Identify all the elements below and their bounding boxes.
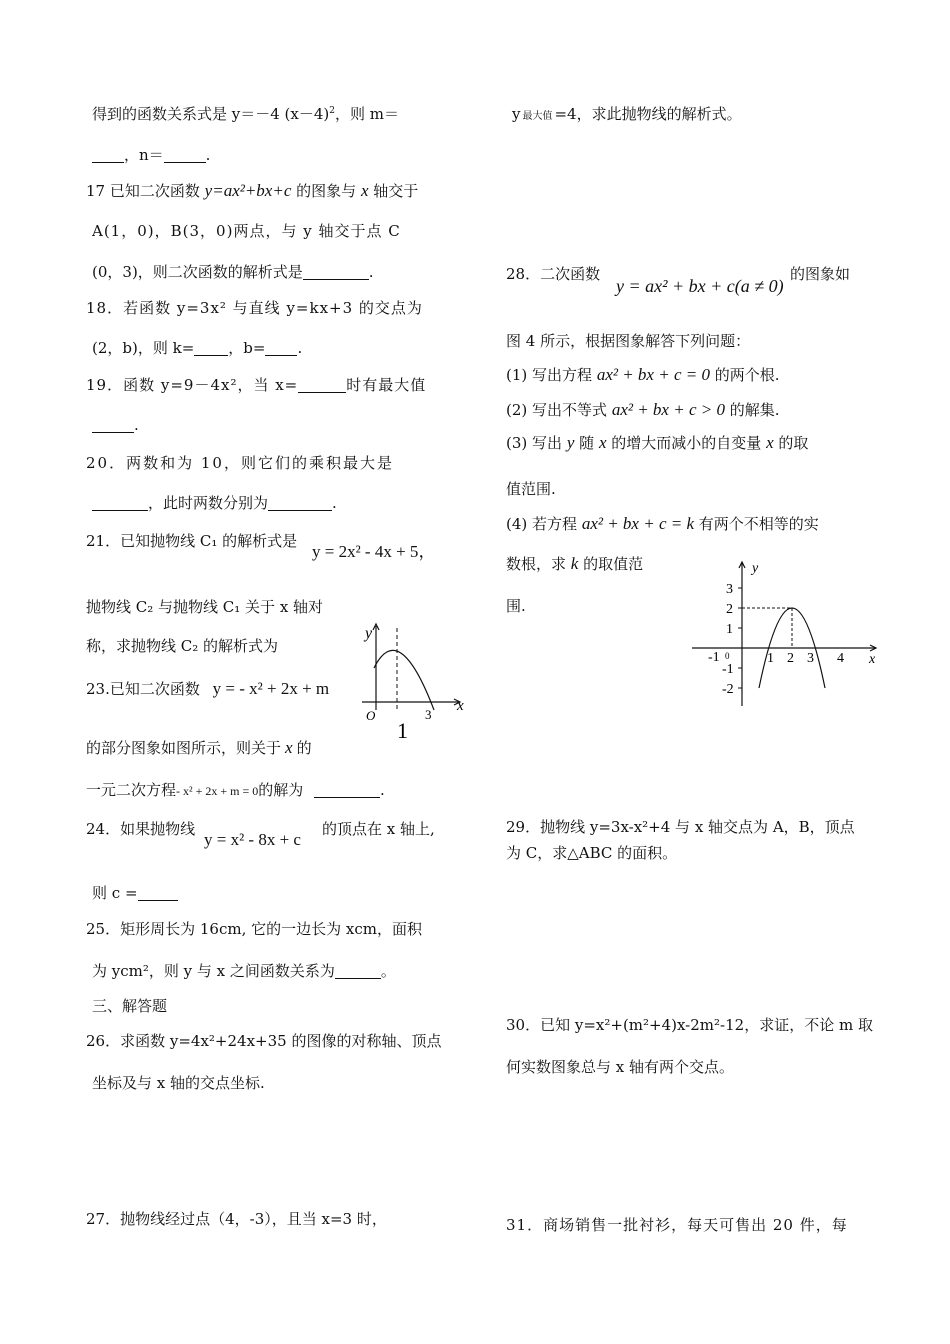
q21-formula: y = 2x² - 4x + 5， <box>312 542 436 561</box>
tick-label: 3 <box>425 707 432 722</box>
q27-line1: 27．抛物线经过点（4，-3），且当 x=3 时， <box>86 1210 387 1228</box>
section-heading: 三、解答题 <box>92 997 168 1015</box>
q26-line2: 坐标及与 x 轴的交点坐标. <box>92 1074 265 1092</box>
tick-label: 3 <box>807 651 814 666</box>
q26-line1: 26．求函数 y=4x²+24x+35 的图像的对称轴、顶点 <box>86 1032 442 1050</box>
answer-blank[interactable] <box>164 146 206 163</box>
q25-line2: 为 ycm²，则 y 与 x 之间函数关系为 。 <box>92 962 396 980</box>
q28-part4-cont: 数根，求 k 的取值范 <box>506 554 644 573</box>
answer-blank[interactable] <box>194 339 228 356</box>
q18-line1: 18．若函数 y=3x² 与直线 y=kx+3 的交点为 <box>86 299 423 317</box>
q16-line2: ，n＝ . <box>92 144 210 166</box>
y-axis-label: y <box>752 561 759 576</box>
answer-blank[interactable] <box>265 339 297 356</box>
q28-formula: y = ax² + bx + c(a ≠ 0) <box>616 276 784 296</box>
tick-label: -2 <box>722 682 734 697</box>
q28-graph <box>686 556 886 708</box>
q23-line1: 23.已知二次函数 y = - x² + 2x + m <box>86 679 330 698</box>
tick-label: -1 <box>708 650 720 665</box>
q30-line1: 30．已知 y=x²+(m²+4)x-2m²-12，求证，不论 m 取 <box>506 1016 873 1034</box>
q27-line2: y最大值 =4，求此抛物线的解析式。 <box>512 105 742 123</box>
q24-line2: 则 c = <box>92 882 178 904</box>
answer-blank[interactable] <box>92 416 134 433</box>
answer-blank[interactable] <box>268 494 332 511</box>
answer-blank[interactable] <box>92 146 124 163</box>
q21-line3: 称，求抛物线 C₂ 的解析式为 <box>86 637 279 655</box>
tick-label: 1 <box>767 651 774 666</box>
q17-line3: (0，3)，则二次函数的解析式是 . <box>92 263 374 281</box>
q23-graph <box>356 618 468 740</box>
answer-blank[interactable] <box>303 263 369 280</box>
tick-label: 2 <box>726 602 733 617</box>
q17-line2: A(1，0)，B(3，0)两点，与 y 轴交于点 C <box>92 222 401 240</box>
q28-line2: 图 4 所示，根据图象解答下列问题： <box>506 332 751 350</box>
q20-line2: ，此时两数分别为 . <box>92 492 337 514</box>
q23-line2: 的部分图象如图所示，则关于 x 的 <box>86 738 312 757</box>
q28-part3: (3) 写出 y 随 x 的增大而减小的自变量 x 的取 <box>506 433 809 452</box>
q21-line2: 抛物线 C₂ 与抛物线 C₁ 关于 x 轴对 <box>86 598 324 616</box>
y-axis-label: y <box>365 625 373 642</box>
answer-blank[interactable] <box>92 494 148 511</box>
origin-label: O <box>366 708 376 723</box>
q16-line1: 得到的函数关系式是 y＝－4 $(x-4)^2$，则 m＝ <box>92 105 399 123</box>
tick-label: 0 <box>725 651 730 661</box>
q19-line1: 19．函数 y=9－4x²，当 x= 时有最大值 <box>86 376 427 394</box>
tick-label: 2 <box>787 651 794 666</box>
q18-line2: (2，b)，则 k= ，b= . <box>92 339 303 357</box>
q25-line1: 25．矩形周长为 16cm, 它的一边长为 xcm，面积 <box>86 920 422 938</box>
q24-line1b: 的顶点在 x 轴上, <box>322 820 435 838</box>
answer-blank[interactable] <box>335 962 381 979</box>
tick-label: 3 <box>726 582 733 597</box>
q30-line2: 何实数图象总与 x 轴有两个交点。 <box>506 1058 734 1076</box>
tick-label: 4 <box>837 651 844 666</box>
q17-line1: 17 已知二次函数 y=ax²+bx+c 的图象与 x 轴交于 <box>86 181 419 200</box>
q23-line3: 一元二次方程- x² + 2x + m = 0的解为 . <box>86 781 385 799</box>
q28-line1: 28．二次函数 <box>506 265 601 283</box>
q19-line2: . <box>92 414 139 436</box>
answer-blank[interactable] <box>138 884 178 901</box>
q20-line1: 20．两数和为 10，则它们的乘积最大是 <box>86 454 394 472</box>
x-axis-label: x <box>457 698 464 714</box>
x-axis-label: x <box>869 652 876 667</box>
tick-label: 1 <box>726 622 733 637</box>
q31-line1: 31．商场销售一批衬衫，每天可售出 20 件，每 <box>506 1216 848 1234</box>
q28-part2: (2) 写出不等式 ax² + bx + c > 0 的解集. <box>506 400 780 419</box>
q24-formula: y = x² - 8x + c <box>204 830 301 849</box>
q24-line1: 24．如果抛物线 <box>86 820 196 838</box>
q28-part4-end: 围. <box>506 597 526 615</box>
tick-label: 1 <box>397 718 408 740</box>
q28-part3-cont: 值范围. <box>506 480 556 498</box>
tick-label: -1 <box>722 662 734 677</box>
q21-line1: 21．已知抛物线 C₁ 的解析式是 <box>86 532 298 550</box>
q28-part1: (1) 写出方程 ax² + bx + c = 0 的两个根. <box>506 365 780 384</box>
answer-blank[interactable] <box>314 781 380 798</box>
q28-part4: (4) 若方程 ax² + bx + c = k 有两个不相等的实 <box>506 514 819 533</box>
q29-line2: 为 C，求△ABC 的面积。 <box>506 844 678 862</box>
answer-blank[interactable] <box>298 376 346 393</box>
q28-line1b: 的图象如 <box>790 265 851 283</box>
q29-line1: 29．抛物线 y=3x-x²+4 与 x 轴交点为 A，B，顶点 <box>506 818 855 836</box>
